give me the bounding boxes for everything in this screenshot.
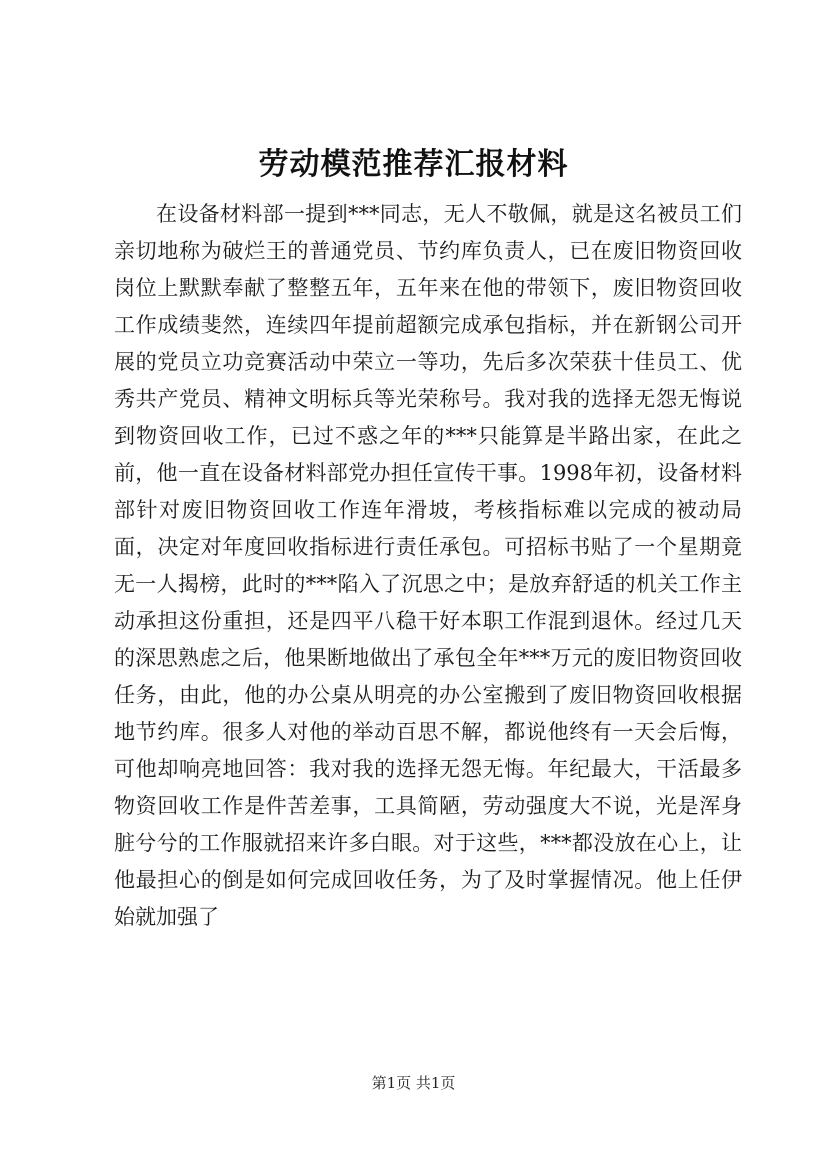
- body-paragraph: 在设备材料部一提到***同志，无人不敬佩，就是这名被员工们亲切地称为破烂王的普通党员、节约库负责人，已在废旧物资回收岗位上默默奉献了整整五年，五年来在他的带领下，废旧物资回收工作成绩斐然，连续四年提前超额完成承包指标，并在新钢公司开展的党员立功竞赛活动中荣立一等功，先后多次荣获十佳员工、优秀共产党员、精神文明标兵等光荣称号。我对我的选择无怨无悔说到物资回收工作，已过不惑之年的***只能算是半路出家，在此之前，他一直在设备材料部党办担任宣传干事。1998年初，设备材料部针对废旧物资回收工作连年滑坡，考核指标难以完成的被动局面，决定对年度回收指标进行责任承包。可招标书贴了一个星期竟无一人揭榜，此时的***陷入了沉思之中；是放弃舒适的机关工作主动承担这份重担，还是四平八稳干好本职工作混到退休。经过几天的深思熟虑之后，他果断地做出了承包全年***万元的废旧物资回收任务，由此，他的办公桌从明亮的办公室搬到了废旧物资回收根据地节约库。很多人对他的举动百思不解，都说他终有一天会后悔，可他却响亮地回答：我对我的选择无怨无悔。年纪最大，干活最多物资回收工作是件苦差事，工具简陋，劳动强度大不说，光是浑身脏兮兮的工作服就招来许多白眼。对于这些，***都没放在心上，让他最担心的倒是如何完成回收任务，为了及时掌握情况。他上任伊始就加强了: [114, 202, 742, 929]
- document-title: 劳动模范推荐汇报材料: [258, 147, 569, 182]
- page-footer: 第1页 共1页: [371, 1074, 456, 1092]
